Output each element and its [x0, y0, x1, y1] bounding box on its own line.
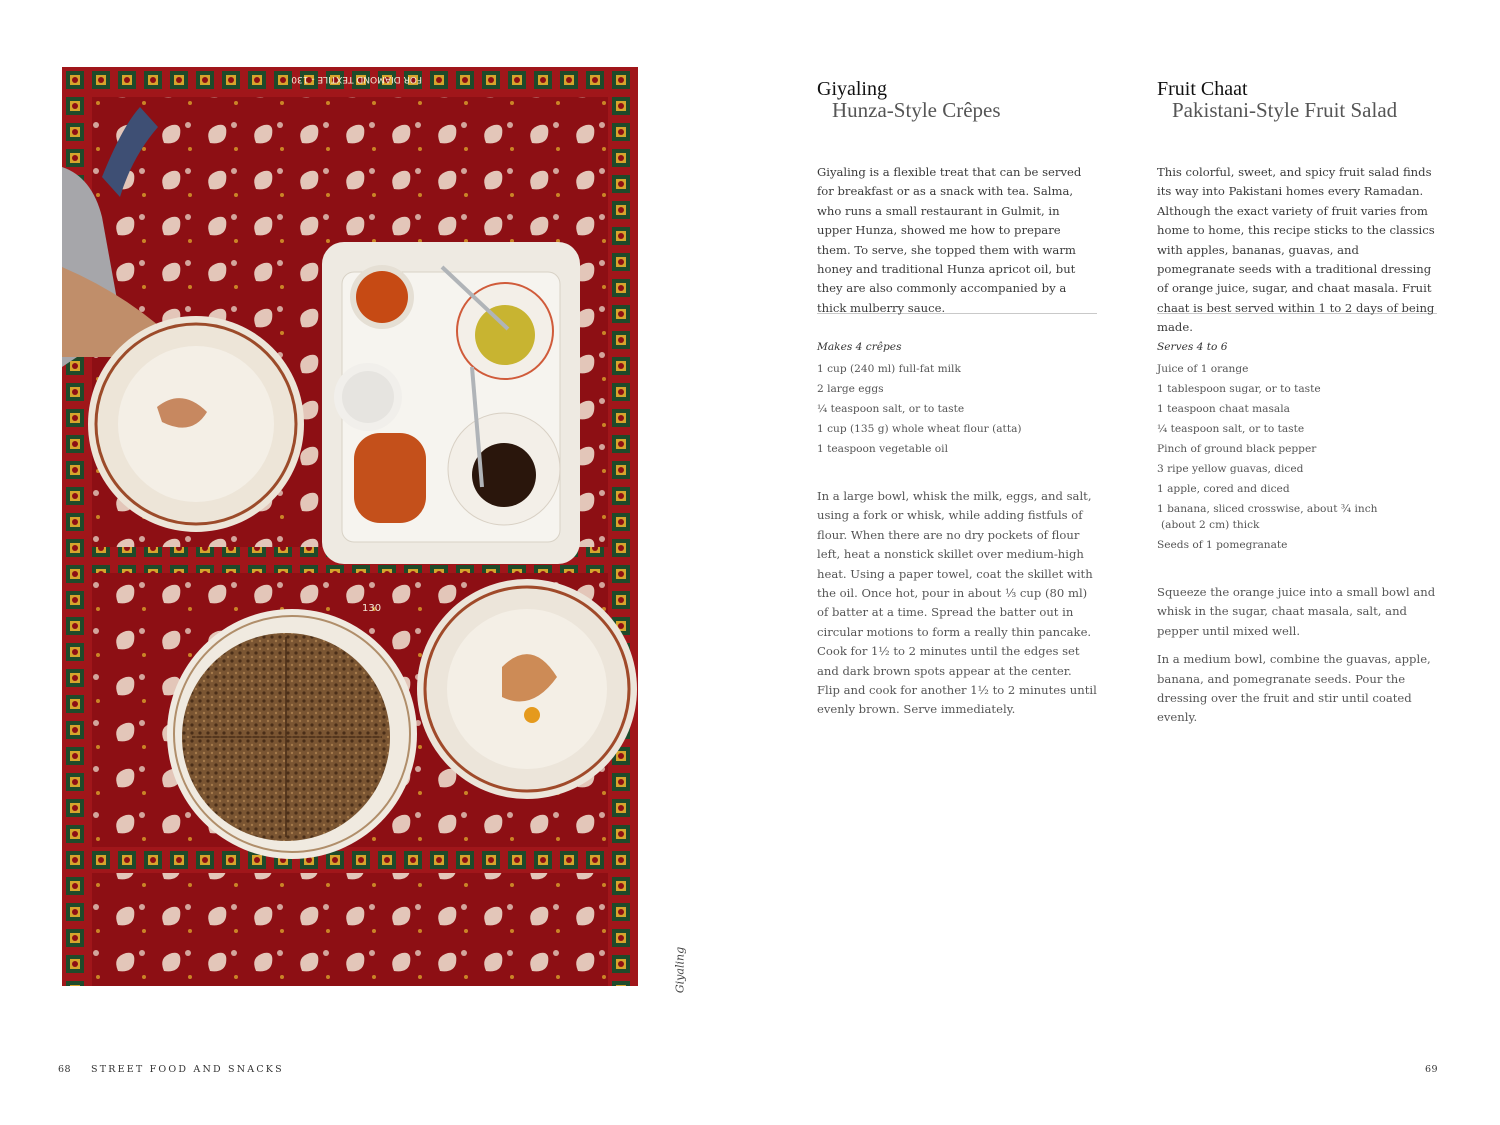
ingredient-list — [817, 361, 1097, 457]
ingredient-item: 1 teaspoon chaat masala — [1157, 403, 1290, 415]
ingredient-item — [1157, 501, 1437, 533]
giyaling-recipe — [817, 78, 1097, 729]
ingredient-item: 1 cup (135 g) whole wheat flour (atta) — [817, 423, 1022, 435]
ingredient-item: 1 teaspoon vegetable oil — [817, 443, 948, 455]
recipe-method — [817, 487, 1097, 720]
recipe-intro: Giyaling is a flexible treat that can be served for breakfast or as a snack with tea. Salma, who runs a small restaurant in Gulmit, in upper Hunza, showed me how to prepare them. To serve, she topped them with warm honey and traditional Hunza apricot oil, but they are also commonly accompanied by a thick mulberry sauce. — [817, 165, 1082, 315]
ingredient-item: ¼ teaspoon salt, or to taste — [817, 403, 965, 415]
ingredient-item: Juice of 1 orange — [1157, 363, 1249, 375]
section-title: STREET FOOD AND SNACKS — [91, 1064, 284, 1075]
page-number-left: 68 — [58, 1064, 72, 1075]
ingredient-continuation: (about 2 cm) thick — [1161, 519, 1260, 531]
ingredient-item: Pinch of ground black pepper — [1157, 443, 1317, 455]
photo-caption — [671, 940, 689, 1000]
method-step: In a medium bowl, combine the guavas, apple, banana, and pomegranate seeds. Pour the dressing over the fruit and stir until coated evenly. — [1157, 652, 1431, 725]
photo-caption-text: Giyaling — [673, 946, 687, 994]
recipe-title: Giyaling — [817, 78, 887, 100]
ingredient-item: 1 apple, cored and diced — [1157, 483, 1290, 495]
page-number-right: 69 — [1425, 1064, 1439, 1075]
recipe-subtitle: Hunza-Style Crêpes — [832, 98, 1001, 122]
giyaling-photo — [62, 67, 638, 986]
fruit-chaat-recipe — [1157, 78, 1437, 737]
recipe-yield: Serves 4 to 6 — [1157, 341, 1228, 353]
ingredient-item: 3 ripe yellow guavas, diced — [1157, 463, 1304, 475]
ingredient-item: 1 cup (240 ml) full-fat milk — [817, 363, 961, 375]
recipe-title: Fruit Chaat — [1157, 78, 1248, 100]
ingredient-item: 1 tablespoon sugar, or to taste — [1157, 383, 1321, 395]
method-step: Squeeze the orange juice into a small bowl and whisk in the sugar, chaat masala, salt, and pepper until mixed well. — [1157, 585, 1436, 638]
ingredient-text: 1 banana, sliced crosswise, about ¾ inch — [1157, 503, 1378, 515]
cloth-number: 130 — [362, 603, 382, 614]
recipe-yield: Makes 4 crêpes — [817, 341, 902, 353]
ingredient-item: ¼ teaspoon salt, or to taste — [1157, 423, 1305, 435]
cloth-print: FOR DIAMOND TEXTILE - 130 — [291, 74, 422, 84]
photo-illustration — [62, 67, 638, 986]
method-step: In a large bowl, whisk the milk, eggs, and salt, using a fork or whisk, while adding fistfuls of flour. When there are no dry pockets of flour left, heat a nonstick skillet over medium-high heat. Using a paper towel, coat the skillet with the oil. Once hot, pour in about ⅓ cup (80 ml) of batter at a time. Spread the batter out in circular motions to form a really thin pancake. Cook for 1½ to 2 minutes until the edges set and dark brown spots appear at the center. Flip and cook for another 1½ to 2 minutes until evenly brown. Serve immediately. — [817, 489, 1097, 717]
ingredient-list — [1157, 361, 1437, 553]
recipe-subtitle: Pakistani-Style Fruit Salad — [1172, 98, 1398, 122]
recipe-intro: This colorful, sweet, and spicy fruit salad finds its way into Pakistani homes every Ramadan. Although the exact variety of fruit varies from home to home, this recipe sticks to the classics with apples, bananas, guavas, and pomegranate seeds with a traditional dressing of orange juice, sugar, and chaat masala. Fruit chaat is best served within 1 to 2 days of being made. — [1157, 165, 1435, 335]
ingredient-item: 2 large eggs — [817, 383, 884, 395]
recipe-method — [1157, 583, 1437, 728]
ingredient-item: Seeds of 1 pomegranate — [1157, 539, 1288, 551]
